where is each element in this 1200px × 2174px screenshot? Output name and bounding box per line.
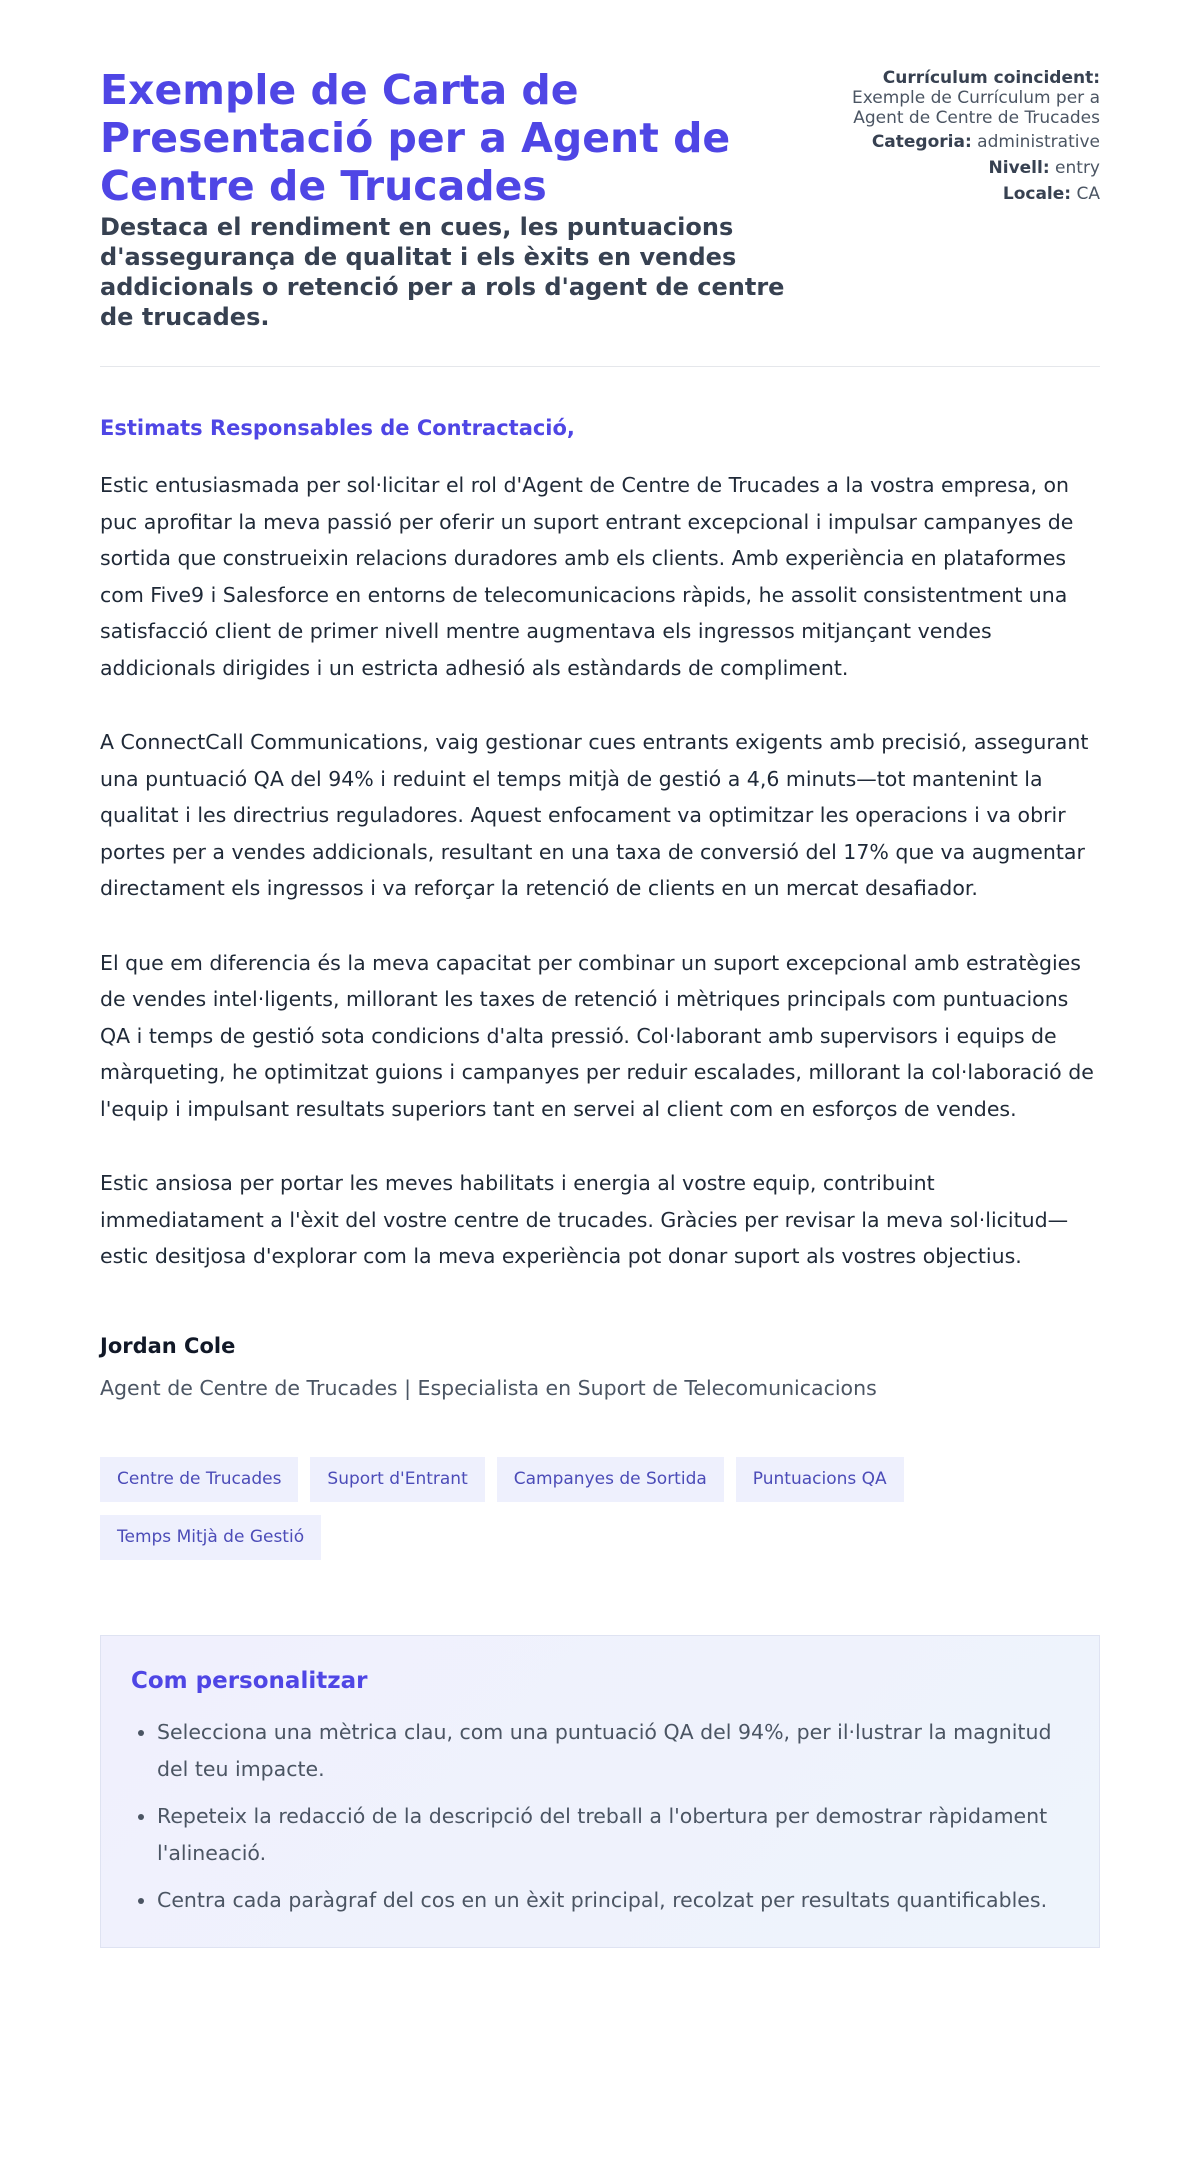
meta-level-label: Nivell: — [988, 158, 1050, 178]
tag-chip: Puntuacions QA — [736, 1457, 904, 1502]
cover-letter-page — [100, 0, 1100, 1948]
meta-locale-label: Locale: — [1002, 184, 1072, 204]
meta-locale-value: CA — [1076, 184, 1100, 204]
tag-chip: Campanyes de Sortida — [497, 1457, 724, 1502]
tag-chip: Centre de Trucades — [100, 1457, 298, 1502]
letter-paragraph: A ConnectCall Communications, vaig gestionar cues entrants exigents amb precisió, assegurant una puntuació QA del 94% i reduint el temps mitjà de gestió a 4,6 minuts—tot mantenint la qualitat i les directrius reguladores. Aquest enfocament va optimitzar les operacions i va obrir portes per a vendes addicionals, resultant en una taxa de conversió del 17% que va augmentar directament els ingressos i va reforçar la retenció de clients en un mercat desafiador. — [100, 730, 1089, 900]
meta-category — [830, 132, 1100, 152]
letter-greeting: Estimats Responsables de Contractació, — [100, 416, 575, 440]
meta-category-label: Categoria: — [871, 132, 972, 152]
meta-resume — [830, 68, 1100, 128]
meta-resume-label: Currículum coincident: — [882, 68, 1100, 88]
tag-chip: Suport d'Entrant — [310, 1457, 484, 1502]
page-header — [100, 66, 1100, 367]
tips-list — [131, 1714, 1069, 1919]
signature-block — [100, 1333, 1100, 1401]
letter-paragraph: El que em diferencia és la meva capacitat per combinar un suport excepcional amb estratègies de vendes intel·ligents, millorant les taxes de retenció i mètriques principals com puntuacions QA i temps de gestió sota condicions d'alta pressió. Col·laborant amb supervisors i equips de màrqueting, he optimitzat guions i campanyes per reduir escalades, millorant la col·laboració de l'equip i impulsant resultats superiors tant en servei al client com en esforços de vendes. — [100, 950, 1094, 1121]
letter-paragraph: Estic entusiasmada per sol·licitar el rol d'Agent de Centre de Trucades a la vostra empresa, on puc aprofitar la meva passió per oferir un suport entrant excepcional i impulsar campanyes de sortida que construeixin relacions duradores amb els clients. Amb experiència en plataformes com Five9 i Salesforce en entorns de telecomunicacions ràpids, he assolit consistentment una satisfacció client de primer nivell mentre augmentava els ingressos mitjançant vendes addicionals dirigides i un estricta adhesió als estàndards de compliment. — [100, 473, 1074, 680]
meta-resume-value: Exemple de Currículum per a Agent de Centre de Trucades — [851, 88, 1100, 128]
meta-locale — [830, 184, 1100, 204]
page-title: Exemple de Carta de Presentació per a Agent de Centre de Trucades — [100, 66, 731, 210]
letter-body — [100, 415, 1100, 1948]
customization-tips-box — [100, 1635, 1100, 1948]
tag-chip: Temps Mitjà de Gestió — [100, 1515, 321, 1560]
header-titles — [100, 66, 800, 332]
meta-panel — [830, 68, 1100, 210]
tag-list — [100, 1457, 960, 1573]
tip-item: • Selecciona una mètrica clau, com una puntuació QA del 94%, per il·lustrar la magnitud del teu impacte. — [157, 1714, 1069, 1788]
letter-paragraphs — [100, 467, 1100, 1275]
tip-item: • Centra cada paràgraf del cos en un èxit principal, recolzat per resultats quantificables. — [157, 1882, 1069, 1919]
signature-name: Jordan Cole — [100, 1333, 236, 1358]
page-subtitle: Destaca el rendiment en cues, les puntuacions d'assegurança de qualitat i els èxits en vendes addicionals o retenció per a rols d'agent de centre de trucades. — [100, 213, 785, 331]
tips-title: Com personalitzar — [131, 1667, 368, 1694]
meta-category-value: administrative — [977, 132, 1100, 152]
letter-paragraph: Estic ansiosa per portar les meves habilitats i energia al vostre equip, contribuint immediatament a l'èxit del vostre centre de trucades. Gràcies per revisar la meva sol·licitud—estic desitjosa d'explorar com la meva experiència pot donar suport als vostres objectius. — [100, 1171, 1069, 1268]
meta-level-value: entry — [1055, 158, 1100, 178]
signature-title: Agent de Centre de Trucades | Especialista en Suport de Telecomunicacions — [100, 1375, 877, 1400]
meta-level — [830, 158, 1100, 178]
tip-item: • Repeteix la redacció de la descripció del treball a l'obertura per demostrar ràpidament l'alineació. — [157, 1798, 1069, 1872]
